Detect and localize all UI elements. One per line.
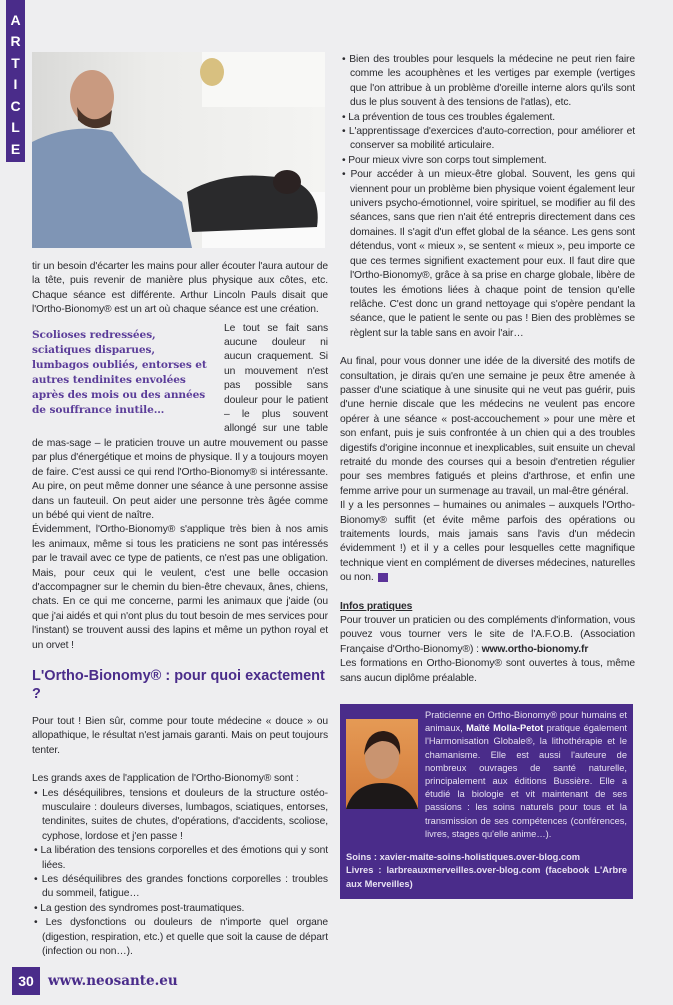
infos-pratiques — [340, 600, 635, 686]
article-photo — [32, 52, 325, 248]
infos-text-2: Les formations en Ortho-Bionomy® sont ouvertes à tous, même sans aucun diplôme préalable. — [340, 658, 635, 684]
left-paragraph-5: Les grands axes de l'application de l'Ortho-Bionomy® sont : — [32, 773, 299, 785]
right-column — [340, 53, 635, 899]
tab-letter: C — [10, 97, 21, 114]
infos-paragraph — [340, 614, 635, 657]
list-item: • La gestion des syndromes post-traumatiques. — [32, 902, 328, 916]
right-paragraph-2 — [340, 499, 635, 585]
author-photo — [346, 719, 418, 809]
end-mark-icon — [378, 573, 388, 582]
livres-link[interactable]: Livres : larbreauxmerveilles.over-blog.com (facebook L'Arbre aux Merveilles) — [346, 865, 627, 889]
list-item: • Pour mieux vivre son corps tout simplement. — [340, 154, 635, 168]
tab-letter: R — [10, 33, 21, 49]
section-heading: L'Ortho-Bionomy® : pour quoi exactement ? — [32, 667, 325, 702]
infos-title: Infos pratiques — [340, 600, 413, 612]
bio-text: pratique également l'Harmonisation Globale®, la lithothérapie et le chamanisme. Elle est aussi l'auteure de nombreux ouvrages de santé naturelle, principalement aux éditions Bussière. Elle a étudié la biologie et vit maintenant de ses passions : les soins naturels pour tous et la transmission de ses compétences (conférences, livres, stages qu'elle anime…). — [425, 723, 627, 839]
tab-letter: E — [10, 140, 21, 157]
left-paragraph-1: tir un besoin d'écarter les mains pour aller écouter l'aura autour de la tête, puis revenir de manière plus physique aux côtes, etc. Chaque séance est différente. Arthur Lincoln Pauls disait que l'Ortho-Bionomy® est un art où chaque séance est une création. — [32, 261, 328, 316]
list-item: • Les déséquilibres, tensions et douleurs de la structure ostéo-musculaire : douleurs diverses, lumbagos, sciatiques, entorses, tendinites, suites de chutes, d'opérations, d'accidents, scoliose, cyphose, lordose et j'en passe ! — [32, 787, 328, 845]
tab-letter: T — [11, 54, 20, 71]
right-bullet-list — [340, 53, 635, 341]
tab-letter: I — [13, 76, 18, 92]
footer-site-link[interactable]: www.neosante.eu — [48, 973, 178, 990]
soins-link[interactable]: Soins : xavier-maite-soins-holistiques.over-blog.com — [346, 852, 581, 863]
list-item: • La libération des tensions corporelles et des émotions qui y sont liées. — [32, 844, 328, 873]
left-column — [18, 52, 329, 1005]
page-footer — [12, 967, 328, 995]
list-item: • Pour accéder à un mieux-être global. Souvent, les gens qui viennent pour un problème bien physique voient également leur univers psycho-émotionnel, voire spirituel, se modifier au fil des séances, sans que rien n'ait été entrepris directement dans ces domaines. Il s'agit d'un effet global de la séance. Les gens sont détendus, vont « mieux », se sentent « mieux », peu importe ce que ces termes signifient exactement pour eux. Il faut dire que l'Ortho-Bionomy®, grâce à sa prise en charge globale, libère de toutes les émotions liées à chaque point de tension qu'elle relâche. C'est donc un grand nettoyage qui s'opère pendant la séance, que le patient le sente ou pas ! Bien des problèmes se règlent sur la table sans en avoir l'air… — [340, 168, 635, 341]
pull-quote: Scolioses redressées, sciatiques disparues, lumbagos oubliés, entorses et autres tendinites envolées après des mois ou des années de souffrance inutile… — [32, 328, 207, 416]
left-paragraph-2 — [32, 322, 328, 524]
paragraph-text: Il y a les personnes – humaines ou animales – auxquels l'Ortho-Bionomy® suffit (et évite même parfois des opérations ou traitements lourds, mais jamais sans l'avis d'un médecin évidemment !) et il y a celles pour lesquelles cette magnifique technique vient en complément de diverses médecines, naturelles ou non. — [340, 500, 635, 584]
section-tab-article — [6, 0, 25, 162]
list-item: • L'apprentissage d'exercices d'auto-correction, pour améliorer et conserver sa mobilité articulaire. — [340, 125, 635, 154]
left-paragraph-2a: Le tout se fait sans aucune douleur ni aucun craquement. Si un mouvement n'est pas possible sans douleur pour le patient – le plus souvent allongé sur une table de mas- — [32, 322, 328, 449]
left-paragraph-3: Évidemment, l'Ortho-Bionomy® s'applique très bien à nos amis les animaux, même si tous les praticiens ne sont pas intéressés par le travail avec ce type de patients, ce n'est pas une obligation. Mais, pour ceux qui le veulent, c'est une belle occasion d'accompagner sur le chemin du bien-être chevaux, ânes, chiens, chats. En ce qui me concerne, parmi les animaux que j'aide (ou que j'ai aidés et qui n'ont plus du tout besoin de mes services pour l'instant) se trouvent aussi des lapins et même un python royal et un orvet ! — [32, 524, 328, 651]
list-item: • Les déséquilibres des grandes fonctions corporelles : troubles du sommeil, fatigue… — [32, 873, 328, 902]
right-paragraph-1: Au final, pour vous donner une idée de la diversité des motifs de consultation, je dirais qu'en une semaine je peux être amenée à passer d'une sciatique à une sinusite qui ne veut pas guérir, puis d'une hernie discale que les médecins ne veulent pas encore opérer à une séance « post-accouchement » pour une mère et son enfant, puis je suis confrontée à un chien qui a des troubles digestifs d'origine inconnue et inexplicables, suit ensuite un cheval retraité du monde des courses qui a besoin d'entretien régulier pour ses membres fatigués et pleins d'arthrose, et enfin une femme arrive pour un surmenage au travail, un mal-être général. — [340, 356, 636, 497]
tab-letter: L — [11, 119, 20, 135]
author-bio-top — [346, 709, 627, 841]
bio-text: Praticienne en Ortho-Bionomy® pour humains et animaux, — [425, 710, 627, 734]
left-paragraph-4: Pour tout ! Bien sûr, comme pour toute médecine « douce » ou allopathique, le résultat n'est jamais garanti. Mais on peut toujours tenter. — [32, 715, 328, 756]
afob-link[interactable]: www.ortho-bionomy.fr — [481, 643, 589, 655]
tab-letter: A — [10, 11, 21, 28]
list-item: • Bien des troubles pour lesquels la médecine ne peut rien faire comme les acouphènes et les vertiges par exemple (vertiges que l'on attribue à un problème d'oreille interne alors qu'ils sont dus le plus souvent à des tensions de l'atlas), etc. — [340, 53, 635, 111]
infos-text: Pour trouver un praticien ou des compléments d'information, vous pouvez vous tourner vers le site de l'A.F.O.B. (Association Française d'Ortho-Bionomy®) : — [340, 615, 635, 655]
author-links — [346, 851, 627, 891]
left-paragraph-2b: sage – le praticien trouve un autre mouvement ou passe par plus d'énergétique et moins de physique. Il y a toujours moyen de faire. C'est aussi ce qui rend l'Ortho-Bionomy® si intéressante. Au pire, on peut même donner une séance à une personne assise dans un fauteuil. On peut aider une personne très âgée comme un bébé qui vient de naître. — [32, 437, 329, 521]
list-item: • Les dysfonctions ou douleurs de n'importe quel organe (digestion, respiration, etc.) et quelle que soit la cause de départ (infection ou non…). — [32, 916, 328, 959]
author-name: Maïté Molla-Petot — [466, 723, 544, 734]
list-item: • La prévention de tous ces troubles également. — [340, 111, 635, 125]
left-bullet-list — [32, 787, 328, 960]
author-bio-box — [340, 704, 633, 899]
page-number: 30 — [12, 967, 40, 995]
author-description — [425, 709, 627, 841]
